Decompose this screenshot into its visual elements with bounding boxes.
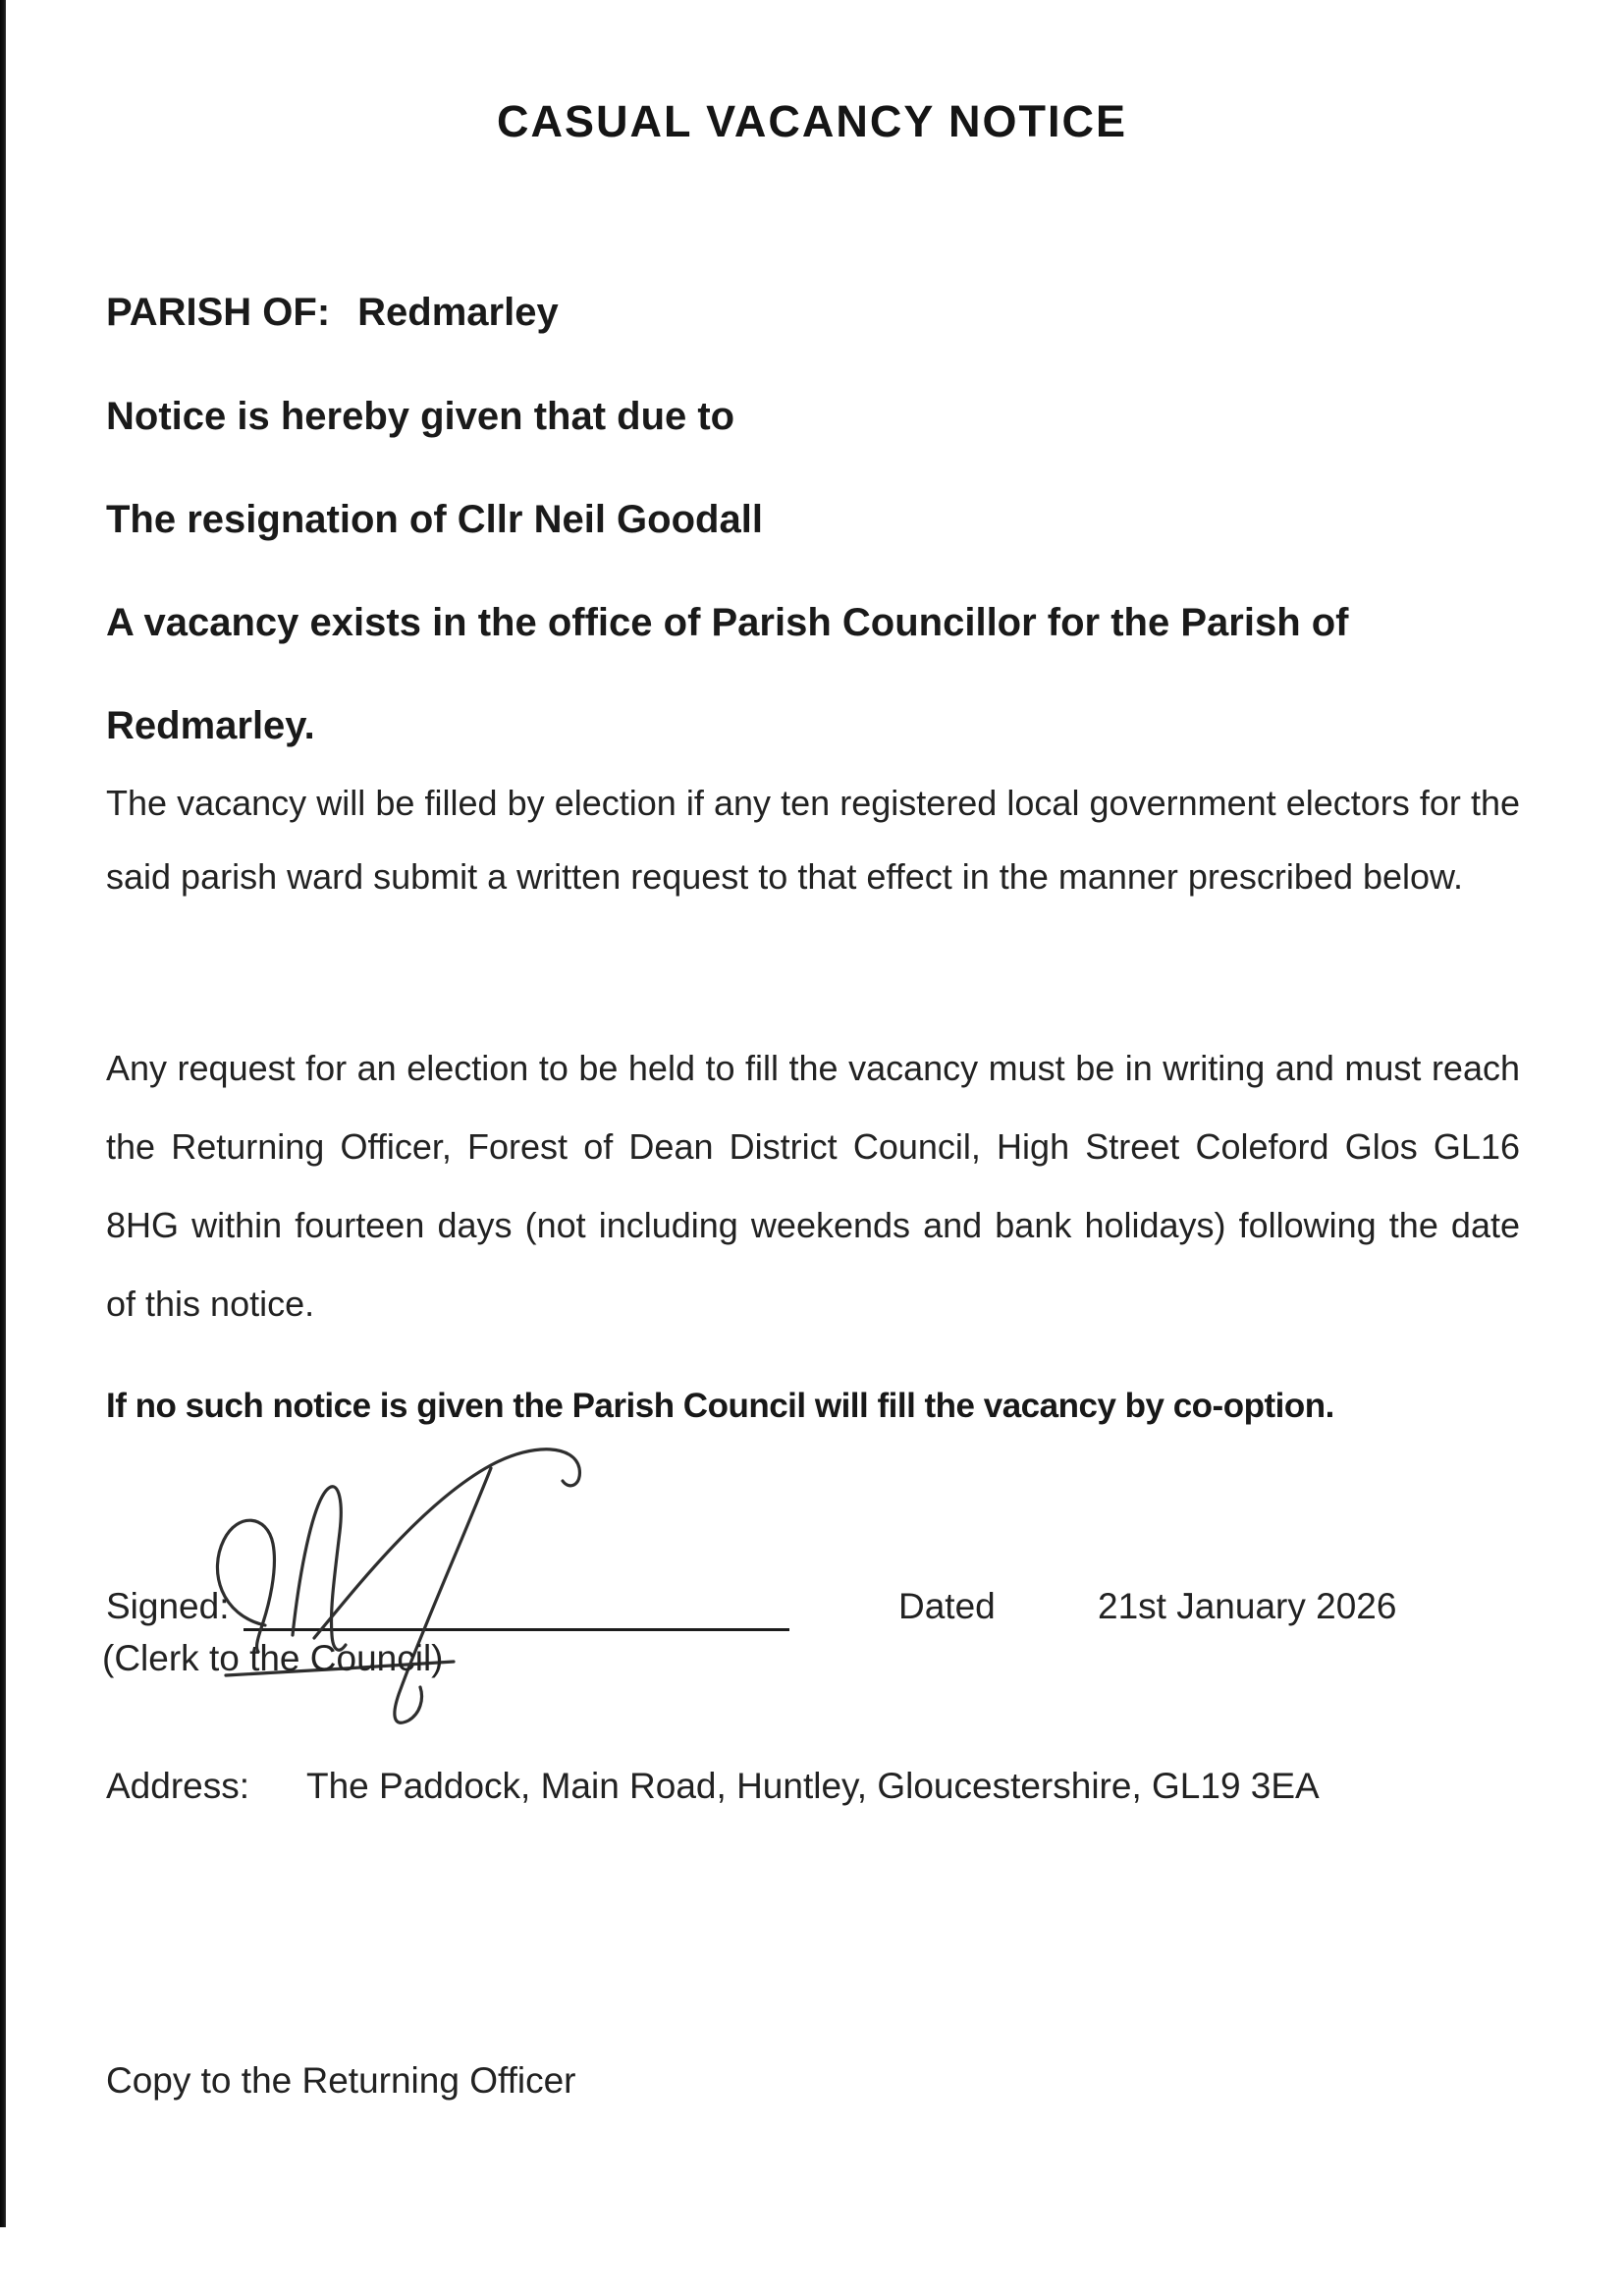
address-value: The Paddock, Main Road, Huntley, Gloucestershire, GL19 3EA xyxy=(306,1766,1320,1806)
address-label: Address: xyxy=(106,1766,250,1806)
parish-of-line xyxy=(106,291,559,335)
co-option-line: If no such notice is given the Parish Council will fill the vacancy by co-option. xyxy=(106,1387,1334,1425)
dated-label: Dated xyxy=(898,1586,996,1626)
intro-line-2: The resignation of Cllr Neil Goodall xyxy=(106,498,763,541)
parish-of-label: PARISH OF: xyxy=(106,291,331,334)
election-request-paragraph: The vacancy will be filled by election if any ten registered local government electors for the said parish ward submit a written request to that effect in the manner prescribed below. xyxy=(106,783,1520,897)
scan-edge-artifact xyxy=(0,0,6,2227)
parish-name: Redmarley xyxy=(357,291,559,334)
returning-officer-paragraph: Any request for an election to be held to fill the vacancy must be in writing and must reach the Returning Officer, Forest of Dean District Council, High Street Coleford Glos GL16 8HG within fourteen days (not including weekends and bank holidays) following the date of this notice. xyxy=(106,1048,1520,1324)
clerk-to-council-label: (Clerk to the Council) xyxy=(102,1638,444,1678)
signed-label: Signed: xyxy=(106,1586,230,1626)
document-title: CASUAL VACANCY NOTICE xyxy=(496,96,1128,146)
handwritten-signature xyxy=(167,1424,628,1738)
intro-line-1: Notice is hereby given that due to xyxy=(106,395,735,438)
intro-line-3: A vacancy exists in the office of Parish Councillor for the Parish of xyxy=(106,601,1349,644)
date-value: 21st January 2026 xyxy=(1098,1586,1397,1626)
copy-to-returning-officer-note: Copy to the Returning Officer xyxy=(106,2060,576,2101)
intro-line-4: Redmarley. xyxy=(106,704,315,747)
